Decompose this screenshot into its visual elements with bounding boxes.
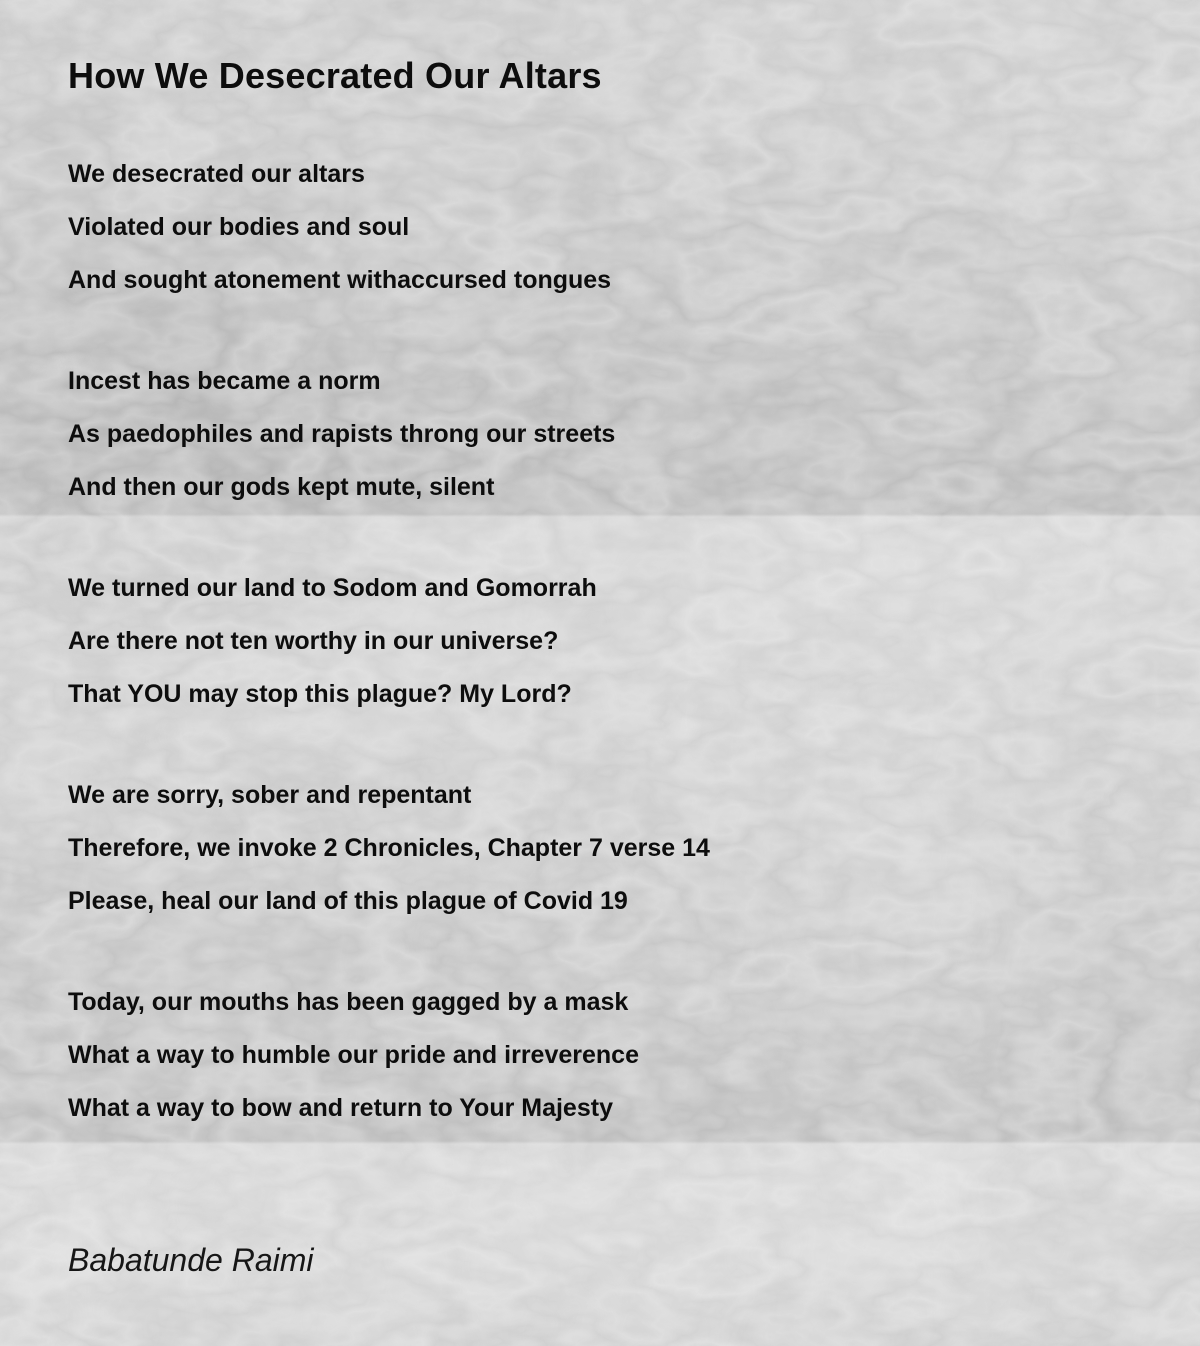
poem-line: We turned our land to Sodom and Gomorrah — [68, 574, 597, 602]
poem-line: That YOU may stop this plague? My Lord? — [68, 680, 572, 708]
stanza-5 — [68, 976, 1140, 1135]
poem-line: Are there not ten worthy in our universe? — [68, 627, 559, 655]
poem-line: And then our gods kept mute, silent — [68, 473, 495, 501]
stanza-2 — [68, 355, 1140, 514]
poem-title: How We Desecrated Our Altars — [68, 55, 602, 96]
stanza-3 — [68, 562, 1140, 721]
poem-line: We desecrated our altars — [68, 160, 365, 188]
stanza-1 — [68, 148, 1140, 307]
poem-line: And sought atonement withaccursed tongues — [68, 266, 612, 294]
poem-line: Violated our bodies and soul — [68, 213, 410, 241]
poem-line: Please, heal our land of this plague of Covid 19 — [68, 887, 628, 915]
poem-line: What a way to bow and return to Your Majesty — [68, 1094, 613, 1122]
poem-line: Incest has became a norm — [68, 367, 381, 395]
poem-line: What a way to humble our pride and irreverence — [68, 1041, 639, 1069]
stanza-4 — [68, 769, 1140, 928]
poem-line: We are sorry, sober and repentant — [68, 781, 472, 809]
poem-line: As paedophiles and rapists throng our streets — [68, 420, 616, 448]
poem-author: Babatunde Raimi — [68, 1242, 314, 1278]
poem-line: Therefore, we invoke 2 Chronicles, Chapter 7 verse 14 — [68, 834, 710, 862]
poem-line: Today, our mouths has been gagged by a mask — [68, 988, 629, 1016]
